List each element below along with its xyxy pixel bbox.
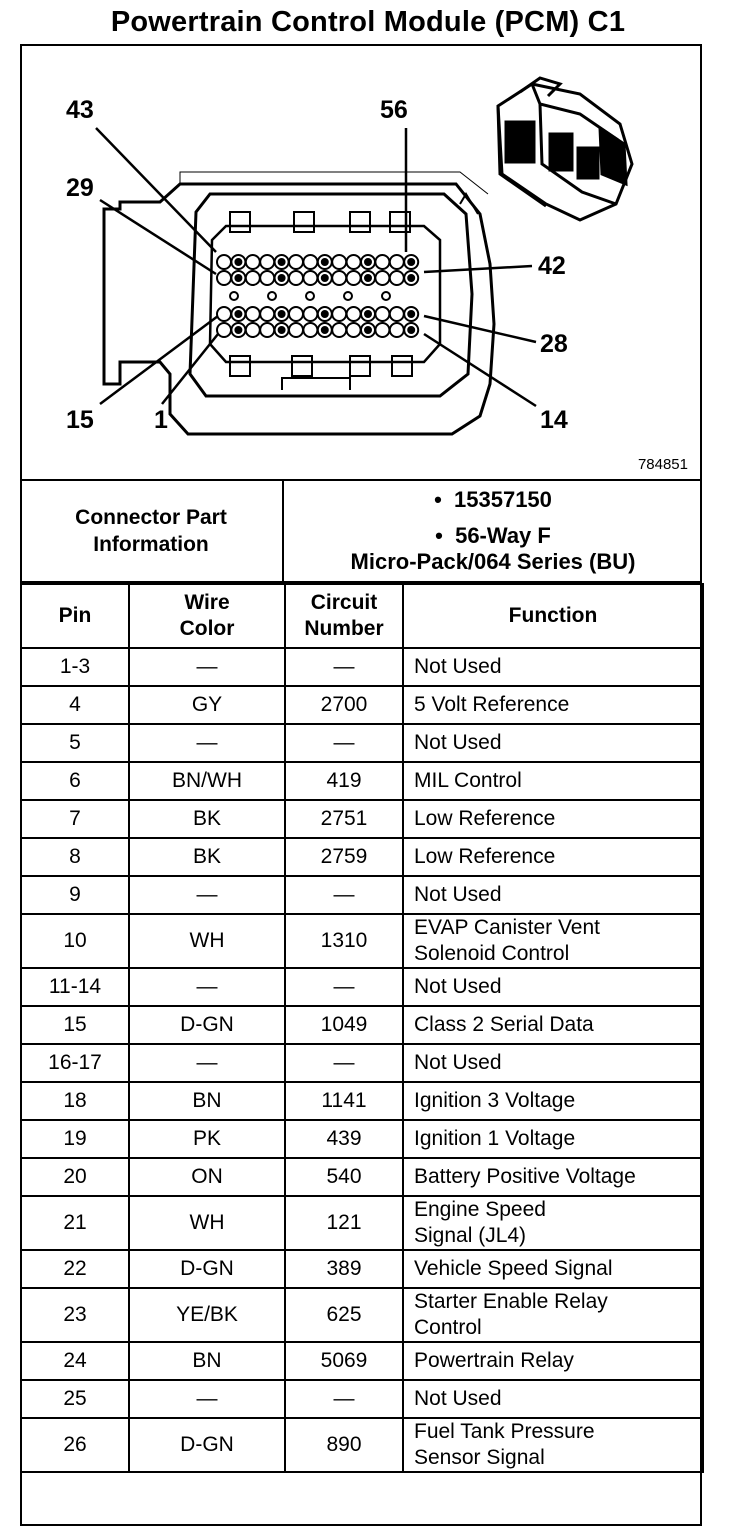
function-text-line: Starter Enable Relay	[414, 1290, 608, 1313]
pin-cavity	[390, 323, 404, 337]
circuit-number-cell: —	[285, 968, 403, 1006]
pin-terminal	[365, 275, 371, 281]
pin-terminal	[279, 311, 285, 317]
function-text-line: MIL Control	[414, 769, 522, 792]
function-text-line: EVAP Canister Vent	[414, 916, 600, 939]
function-text-line: Fuel Tank Pressure	[414, 1420, 595, 1443]
pin-cavity	[246, 271, 260, 285]
function-cell	[403, 686, 703, 724]
pin-terminal	[322, 275, 328, 281]
table-row	[21, 1044, 703, 1082]
pin-cavity	[260, 307, 274, 321]
connector-drawing	[20, 44, 702, 480]
wire-color-cell: GY	[129, 686, 285, 724]
function-cell	[403, 838, 703, 876]
function-text-line: Not Used	[414, 1387, 502, 1410]
connector-info-values	[284, 481, 702, 581]
circuit-number-cell: 540	[285, 1158, 403, 1196]
pin-cavity	[390, 307, 404, 321]
pin-cavity	[390, 271, 404, 285]
wire-color-cell: —	[129, 1380, 285, 1418]
pin-cavity	[375, 323, 389, 337]
pin-label-1: 1	[154, 406, 168, 434]
pin-terminal	[235, 311, 241, 317]
header-function: Function	[403, 584, 703, 648]
pin-label-43: 43	[66, 96, 94, 124]
pin-cavity	[217, 271, 231, 285]
wire-color-cell: D-GN	[129, 1418, 285, 1472]
table-row	[21, 800, 703, 838]
pin-cavity	[375, 271, 389, 285]
circuit-number-cell: 1049	[285, 1006, 403, 1044]
function-cell	[403, 1380, 703, 1418]
description-line-1	[284, 523, 702, 549]
polarization-hole	[306, 292, 314, 300]
function-text-line: Not Used	[414, 655, 502, 678]
pin-cell: 19	[21, 1120, 129, 1158]
circuit-number-cell: 2700	[285, 686, 403, 724]
function-cell	[403, 1158, 703, 1196]
function-cell	[403, 1082, 703, 1120]
table-row	[21, 914, 703, 968]
pin-cell: 11-14	[21, 968, 129, 1006]
pin-terminal	[322, 327, 328, 333]
wire-color-cell: D-GN	[129, 1250, 285, 1288]
wire-color-cell: BN/WH	[129, 762, 285, 800]
pin-cavity	[260, 271, 274, 285]
function-text-line: Low Reference	[414, 845, 556, 868]
pin-cell: 18	[21, 1082, 129, 1120]
pin-cell: 16-17	[21, 1044, 129, 1082]
pin-cavity	[347, 255, 361, 269]
circuit-number-cell: 389	[285, 1250, 403, 1288]
wire-color-cell: ON	[129, 1158, 285, 1196]
pin-cavity	[390, 255, 404, 269]
pin-cavity	[303, 255, 317, 269]
function-cell	[403, 724, 703, 762]
pin-terminal	[408, 259, 414, 265]
wire-color-cell: —	[129, 648, 285, 686]
pin-cavity	[246, 307, 260, 321]
pin-terminal	[279, 259, 285, 265]
pin-cavity	[332, 307, 346, 321]
table-row	[21, 648, 703, 686]
table-row	[21, 876, 703, 914]
pin-terminal	[408, 275, 414, 281]
wire-color-cell: PK	[129, 1120, 285, 1158]
circuit-number-cell: —	[285, 1380, 403, 1418]
pin-cell: 10	[21, 914, 129, 968]
circuit-number-cell: 1141	[285, 1082, 403, 1120]
header-wire-color-text: Wire Color	[179, 591, 235, 640]
wire-color-cell: D-GN	[129, 1006, 285, 1044]
pin-cavity	[217, 323, 231, 337]
pin-cell: 1-3	[21, 648, 129, 686]
function-text-line: Not Used	[414, 1051, 502, 1074]
function-cell	[403, 1418, 703, 1472]
polarization-hole	[344, 292, 352, 300]
connector-diagram	[20, 44, 702, 480]
pin-cavity	[347, 323, 361, 337]
function-cell	[403, 876, 703, 914]
pin-cavity	[303, 323, 317, 337]
page-title: Powertrain Control Module (PCM) C1	[110, 6, 626, 38]
pin-cavity	[246, 323, 260, 337]
function-text-line: 5 Volt Reference	[414, 693, 570, 716]
pin-label-29: 29	[66, 174, 94, 202]
pin-cell: 20	[21, 1158, 129, 1196]
pin-cell: 23	[21, 1288, 129, 1342]
wire-color-cell: WH	[129, 914, 285, 968]
wire-color-cell: WH	[129, 1196, 285, 1250]
circuit-number-cell: 890	[285, 1418, 403, 1472]
pin-cell: 9	[21, 876, 129, 914]
table-row	[21, 762, 703, 800]
pin-cavity	[217, 255, 231, 269]
wire-color-cell: BN	[129, 1082, 285, 1120]
function-text-line: Sensor Signal	[414, 1446, 545, 1469]
pin-cell: 7	[21, 800, 129, 838]
function-cell	[403, 968, 703, 1006]
table-row	[21, 1288, 703, 1342]
function-text-line: Not Used	[414, 975, 502, 998]
table-row	[21, 1158, 703, 1196]
pin-label-15: 15	[66, 406, 94, 434]
connector-face	[104, 172, 494, 434]
table-row	[21, 968, 703, 1006]
pin-terminal	[322, 259, 328, 265]
description-line-2: Micro-Pack/064 Series (BU)	[350, 549, 636, 574]
function-text-line: Signal (JL4)	[414, 1224, 527, 1247]
pin-cavity	[289, 307, 303, 321]
wire-color-cell: YE/BK	[129, 1288, 285, 1342]
polarization-hole	[268, 292, 276, 300]
connector-way: 56-Way F	[455, 523, 551, 548]
function-cell	[403, 1250, 703, 1288]
pin-cell: 6	[21, 762, 129, 800]
pin-terminal	[279, 327, 285, 333]
pin-cavity	[347, 307, 361, 321]
pin-cavity	[246, 255, 260, 269]
pin-terminal	[365, 327, 371, 333]
pin-label-28: 28	[540, 330, 568, 358]
wire-color-cell: —	[129, 1044, 285, 1082]
pin-cell: 21	[21, 1196, 129, 1250]
pin-cavity	[332, 271, 346, 285]
function-text-line: Engine Speed	[414, 1198, 546, 1221]
pin-cavity	[332, 323, 346, 337]
polarization-hole	[382, 292, 390, 300]
wire-color-cell: —	[129, 876, 285, 914]
function-text-line: Not Used	[414, 883, 502, 906]
connector-part-info	[20, 479, 702, 583]
table-row	[21, 1418, 703, 1472]
pin-cavity	[347, 271, 361, 285]
circuit-number-cell: 5069	[285, 1342, 403, 1380]
circuit-number-cell: —	[285, 648, 403, 686]
circuit-number-cell: 121	[285, 1196, 403, 1250]
function-cell	[403, 1120, 703, 1158]
function-cell	[403, 1044, 703, 1082]
circuit-number-cell: —	[285, 1044, 403, 1082]
table-row	[21, 1006, 703, 1044]
wire-color-cell: BK	[129, 800, 285, 838]
pin-terminal	[279, 275, 285, 281]
table-row	[21, 1196, 703, 1250]
pin-cell: 15	[21, 1006, 129, 1044]
table-row	[21, 686, 703, 724]
header-wire-color	[129, 584, 285, 648]
pin-cavity	[289, 271, 303, 285]
circuit-number-cell: 1310	[285, 914, 403, 968]
header-circuit-number-text: Circuit Number	[304, 591, 384, 640]
pin-cavity	[375, 255, 389, 269]
function-text-line: Ignition 1 Voltage	[414, 1127, 576, 1150]
pin-cell: 8	[21, 838, 129, 876]
pin-table	[20, 583, 704, 1473]
pin-label-14: 14	[540, 406, 568, 434]
pin-cavity	[289, 323, 303, 337]
wire-color-cell: —	[129, 968, 285, 1006]
pin-cell: 24	[21, 1342, 129, 1380]
part-number: 15357150	[454, 487, 552, 512]
header-pin: Pin	[21, 584, 129, 648]
function-text-line: Solenoid Control	[414, 942, 570, 965]
function-text-line: Powertrain Relay	[414, 1349, 574, 1372]
pin-terminal	[365, 311, 371, 317]
pin-terminal	[235, 275, 241, 281]
table-row	[21, 1120, 703, 1158]
pin-terminal	[408, 311, 414, 317]
function-cell	[403, 762, 703, 800]
function-cell	[403, 1342, 703, 1380]
circuit-number-cell: 625	[285, 1288, 403, 1342]
function-cell	[403, 648, 703, 686]
circuit-number-cell: 2751	[285, 800, 403, 838]
pin-terminal	[235, 327, 241, 333]
pin-cell: 4	[21, 686, 129, 724]
leader-43	[96, 128, 216, 252]
table-row	[21, 1250, 703, 1288]
pin-cavity	[260, 323, 274, 337]
header-circuit-number	[285, 584, 403, 648]
wire-color-cell: BN	[129, 1342, 285, 1380]
pin-cavity	[217, 307, 231, 321]
wire-color-cell: BK	[129, 838, 285, 876]
part-number-line	[284, 487, 702, 513]
function-text-line: Ignition 3 Voltage	[414, 1089, 576, 1112]
pin-label-56: 56	[380, 96, 408, 124]
circuit-number-cell: —	[285, 876, 403, 914]
function-text-line: Low Reference	[414, 807, 556, 830]
pin-cavity	[332, 255, 346, 269]
function-text-line: Control	[414, 1316, 482, 1339]
wire-color-cell: —	[129, 724, 285, 762]
polarization-hole	[230, 292, 238, 300]
function-text-line: Not Used	[414, 731, 502, 754]
pin-cavity-array	[217, 255, 418, 337]
pin-terminal	[365, 259, 371, 265]
connector-3d-icon	[498, 78, 632, 220]
pin-terminal	[408, 327, 414, 333]
function-cell	[403, 914, 703, 968]
function-cell	[403, 1288, 703, 1342]
pin-label-42: 42	[538, 252, 566, 280]
pin-cell: 25	[21, 1380, 129, 1418]
circuit-number-cell: 419	[285, 762, 403, 800]
pin-terminal	[235, 259, 241, 265]
pin-cell: 5	[21, 724, 129, 762]
pin-cavity	[289, 255, 303, 269]
table-row	[21, 1082, 703, 1120]
circuit-number-cell: 2759	[285, 838, 403, 876]
function-cell	[403, 1006, 703, 1044]
pin-cell: 22	[21, 1250, 129, 1288]
function-text-line: Class 2 Serial Data	[414, 1013, 594, 1036]
bullet-icon: •	[435, 523, 443, 548]
function-text-line: Battery Positive Voltage	[414, 1165, 636, 1188]
table-row	[21, 724, 703, 762]
table-row	[21, 1342, 703, 1380]
pin-cavity	[375, 307, 389, 321]
circuit-number-cell: —	[285, 724, 403, 762]
table-row	[21, 1380, 703, 1418]
pin-terminal	[322, 311, 328, 317]
pin-cavity	[303, 307, 317, 321]
function-text-line: Vehicle Speed Signal	[414, 1257, 613, 1280]
connector-info-label: Connector Part Information	[20, 481, 284, 581]
leader-15	[100, 316, 218, 404]
table-row	[21, 838, 703, 876]
figure-number: 784851	[637, 456, 688, 473]
pin-cavity	[260, 255, 274, 269]
table-header-row	[21, 584, 703, 648]
function-cell	[403, 800, 703, 838]
function-cell	[403, 1196, 703, 1250]
pin-cavity	[303, 271, 317, 285]
circuit-number-cell: 439	[285, 1120, 403, 1158]
bullet-icon: •	[434, 487, 442, 512]
pin-cell: 26	[21, 1418, 129, 1472]
